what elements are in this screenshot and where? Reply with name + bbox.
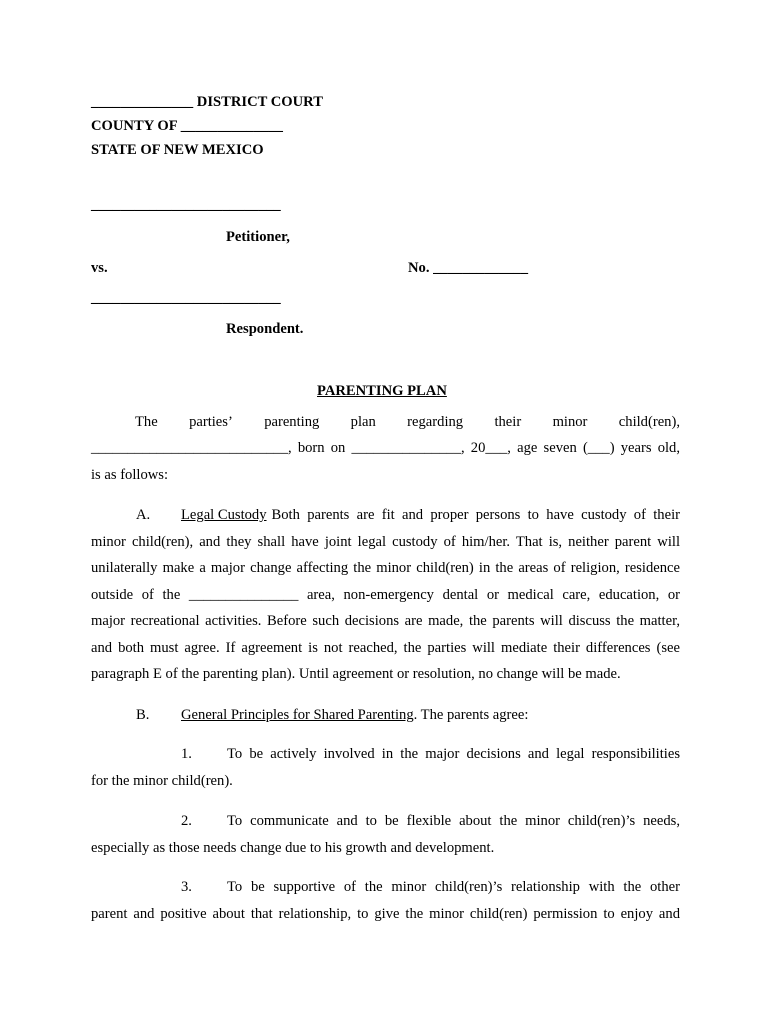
item-number: 2. (181, 813, 192, 829)
section-b-letter: B. (136, 707, 150, 723)
item-line: To be supportive of the minor child(ren)’s relationship with the other (227, 879, 680, 895)
versus-label: vs. (91, 260, 108, 276)
section-a-line: major recreational activities. Before such decisions are made, the parents will discuss the matter, (91, 613, 680, 629)
document-title: PARENTING PLAN (317, 383, 447, 399)
section-b-heading: General Principles for Shared Parenting (181, 707, 414, 723)
item-number: 3. (181, 879, 192, 895)
section-a-heading: Legal Custody (181, 507, 267, 523)
case-number: No. _____________ (408, 260, 528, 276)
section-a-first-line (181, 507, 680, 524)
intro-word: their (494, 414, 522, 430)
section-a-line: and both must agree. If agreement is not reached, the parties will mediate their differences (see (91, 640, 680, 656)
intro-word: minor (552, 414, 588, 430)
section-b-heading-suffix: . The parents agree: (413, 707, 529, 723)
respondent-name-line: __________________________ (91, 290, 281, 306)
section-a-line: Both parents are fit and proper persons to have custody of their (271, 507, 680, 523)
intro-line-1 (135, 414, 680, 431)
intro-word: child(ren), (618, 414, 680, 430)
intro-line-2: ___________________________, born on _______________, 20___, age seven (___) years old, (91, 440, 680, 456)
section-b-heading-line (181, 707, 528, 724)
intro-word: plan (350, 414, 376, 430)
item-line: for the minor child(ren). (91, 773, 233, 789)
intro-line-3: is as follows: (91, 467, 169, 483)
court-name: ______________ DISTRICT COURT (91, 94, 323, 110)
intro-word: parties’ (189, 414, 233, 430)
intro-word: regarding (407, 414, 464, 430)
item-line: parent and positive about that relationship, to give the minor child(ren) permission to enjoy and (91, 906, 680, 922)
intro-word: The (135, 414, 158, 430)
item-line: To communicate and to be flexible about the minor child(ren)’s needs, (227, 813, 680, 829)
respondent-label: Respondent. (226, 321, 304, 337)
petitioner-name-line: __________________________ (91, 197, 281, 213)
item-line: especially as those needs change due to his growth and development. (91, 840, 495, 856)
county-line: COUNTY OF ______________ (91, 118, 283, 134)
item-line: To be actively involved in the major decisions and legal responsibilities (227, 746, 680, 762)
intro-word: parenting (264, 414, 320, 430)
section-a-last-line: paragraph E of the parenting plan). Until agreement or resolution, no change will be made. (91, 666, 621, 682)
section-a-letter: A. (136, 507, 151, 523)
section-a-line: outside of the _______________ area, non-emergency dental or medical care, education, or (91, 587, 680, 603)
state-line: STATE OF NEW MEXICO (91, 142, 264, 158)
petitioner-label: Petitioner, (226, 229, 290, 245)
section-a-line: minor child(ren), and they shall have joint legal custody of him/her. That is, neither parent will (91, 534, 680, 550)
section-a-line: unilaterally make a major change affecting the minor child(ren) in the areas of religion, residence (91, 560, 680, 576)
item-number: 1. (181, 746, 192, 762)
